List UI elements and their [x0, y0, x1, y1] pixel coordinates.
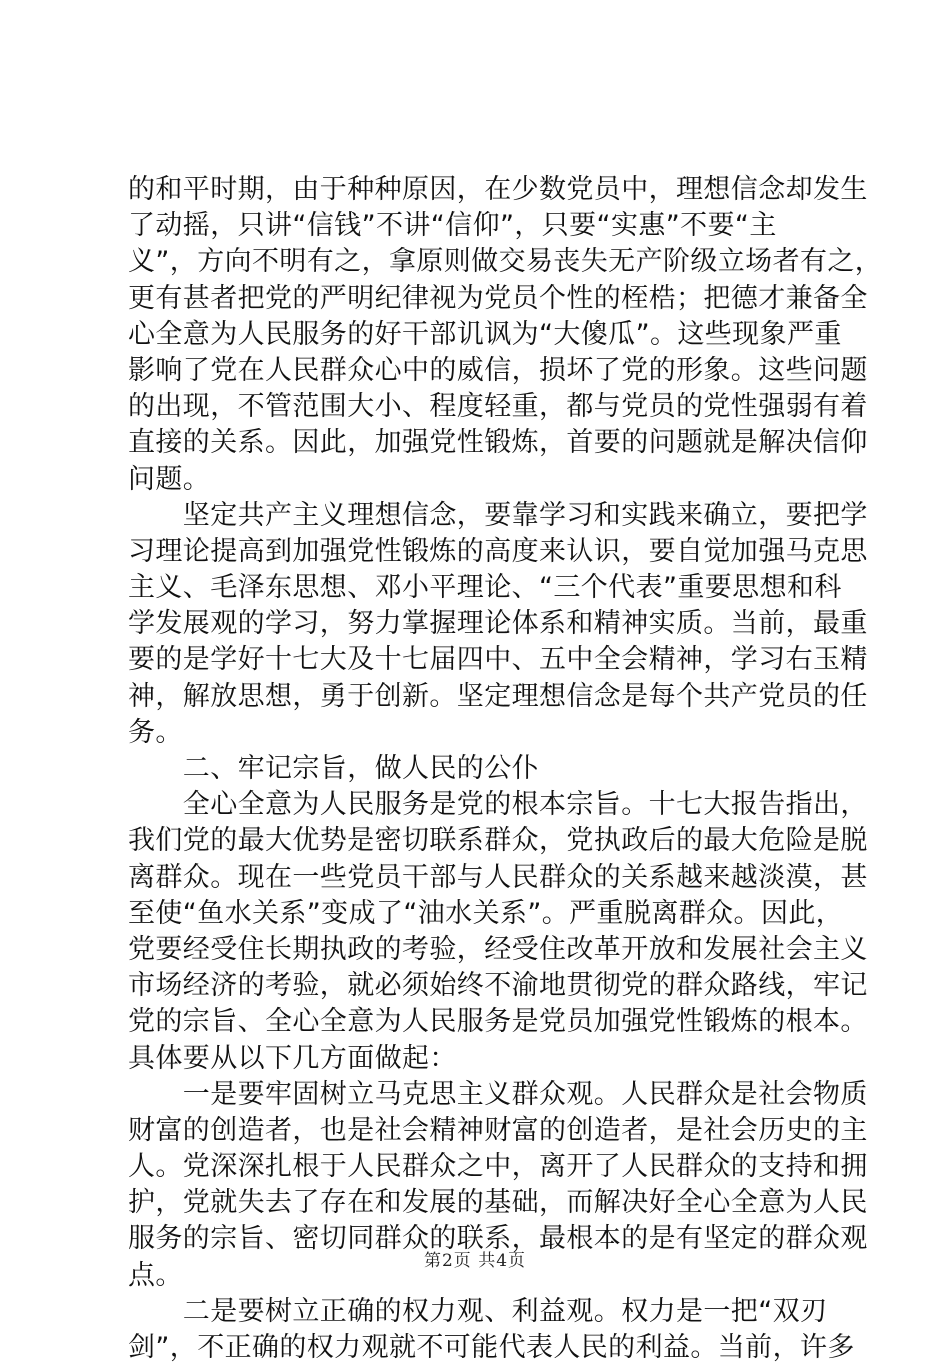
- text-line: 心全意为人民服务的好干部讥讽为“大傻瓜”。这些现象严重: [128, 318, 842, 350]
- text-line: 主义、毛泽东思想、邓小平理论、“三个代表”重要思想和科: [128, 572, 842, 604]
- text-line: 了动摇，只讲“信钱”不讲“信仰”，只要“实惠”不要“主: [128, 210, 777, 242]
- text-line: 党的宗旨、全心全意为人民服务是党员加强党性锻炼的根本。: [128, 1006, 868, 1038]
- text-line: 党要经受住长期执政的考验，经受住改革开放和发展社会主义: [128, 933, 868, 965]
- text-line: 剑”，不正确的权力观就不可能代表人民的利益。当前，许多: [128, 1332, 855, 1363]
- text-line: 习理论提高到加强党性锻炼的高度来认识，要自觉加强马克思: [128, 535, 868, 567]
- text-line: 护，党就失去了存在和发展的基础，而解决好全心全意为人民: [128, 1187, 868, 1219]
- text-line: 一是要牢固树立马克思主义群众观。人民群众是社会物质: [128, 1078, 868, 1110]
- text-line: 财富的创造者，也是社会精神财富的创造者，是社会历史的主: [128, 1114, 868, 1146]
- text-line: 义”，方向不明有之，拿原则做交易丧失无产阶级立场者有之，: [128, 246, 883, 278]
- text-line: 问题。: [128, 463, 211, 495]
- text-line: 离群众。现在一些党员干部与人民群众的关系越来越淡漠，甚: [128, 861, 868, 893]
- text-line: 更有甚者把党的严明纪律视为党员个性的桎梏；把德才兼备全: [128, 282, 868, 314]
- body-text: [128, 172, 883, 1366]
- text-line: 点。: [128, 1259, 183, 1291]
- section-heading: 二、牢记宗旨，做人民的公仆: [128, 753, 539, 784]
- text-line: 市场经济的考验，就必须始终不渝地贯彻党的群众路线，牢记: [128, 970, 868, 1002]
- text-line: 学发展观的学习，努力掌握理论体系和精神实质。当前，最重: [128, 608, 868, 640]
- text-line: 的和平时期，由于种种原因，在少数党员中，理想信念却发生: [128, 174, 868, 205]
- page-number-footer: 第2页 共4页: [423, 1251, 527, 1271]
- text-line: 坚定共产主义理想信念，要靠学习和实践来确立，要把学: [128, 499, 868, 531]
- text-line: 全心全意为人民服务是党的根本宗旨。十七大报告指出，: [128, 789, 868, 821]
- text-line: 具体要从以下几方面做起：: [128, 1042, 457, 1074]
- text-line: 神，解放思想，勇于创新。坚定理想信念是每个共产党员的任: [128, 680, 868, 712]
- text-line: 人。党深深扎根于人民群众之中，离开了人民群众的支持和拥: [128, 1151, 868, 1183]
- text-line: 务。: [128, 716, 183, 748]
- text-line: 至使“鱼水关系”变成了“油水关系”。严重脱离群众。因此，: [128, 897, 844, 929]
- text-line: 二是要树立正确的权力观、利益观。权力是一把“双刃: [128, 1295, 828, 1327]
- text-line: 的出现，不管范围大小、程度轻重，都与党员的党性强弱有着: [128, 391, 868, 423]
- text-line: 影响了党在人民群众心中的威信，损坏了党的形象。这些问题: [128, 354, 868, 386]
- text-line: 服务的宗旨、密切同群众的联系，最根本的是有坚定的群众观: [128, 1223, 868, 1255]
- text-line: 直接的关系。因此，加强党性锻炼，首要的问题就是解决信仰: [128, 427, 868, 459]
- text-line: 我们党的最大优势是密切联系群众，党执政后的最大危险是脱: [128, 825, 868, 857]
- text-line: 要的是学好十七大及十七届四中、五中全会精神，学习右玉精: [128, 644, 868, 676]
